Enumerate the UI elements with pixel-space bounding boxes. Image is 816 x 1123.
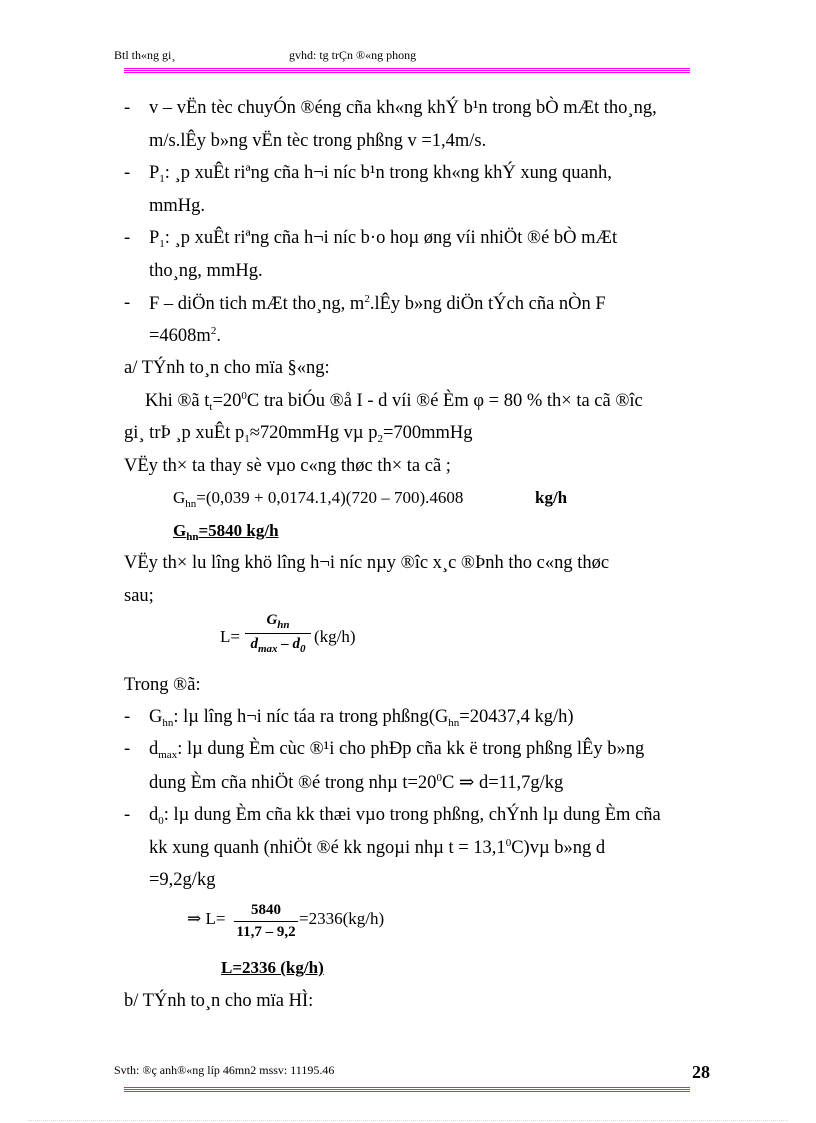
superscript: 2 [364,293,370,305]
equation-result-ghn [173,522,279,543]
equation-unit-text: kg/h [535,488,568,507]
text-line-content: : lµ lîng h¬i níc táa ra trong phßng(G [173,707,449,727]
denominator-symbol: – d [277,636,301,652]
subscript: t [209,401,213,413]
header-author: Btl th«ng gi¸ [114,48,176,62]
text-line-content: tho¸ng, mmHg. [149,261,263,281]
symbol-p: P [149,163,160,183]
text-line-content: kk xung quanh (nhiÖt ®é kk ngoµi nhµ t = 13,1 [149,838,506,858]
bullet-marker: - [124,707,131,727]
equation-symbol: G [173,488,186,507]
bullet-marker: - [124,98,131,118]
text-line-content: : ¸p xuÊt riªng cña h¬i níc b·o hoµ øng víi nhiÖt ®é bÒ mÆt [164,228,618,248]
fraction-numerator: 5840 [251,902,281,918]
header-rule [124,68,690,74]
text-line [124,424,473,445]
text-line [149,740,644,761]
text-line-content: =9,2g/kg [149,870,216,890]
fraction-lhs [220,628,240,645]
fraction-denominator [245,636,311,655]
text-line-content: F – diÖn tich mÆt tho¸ng, m [149,294,365,314]
text-line [149,326,221,346]
subscript: hn [185,498,197,510]
text-line-content: : ¸p xuÊt riªng cña h¬i níc b¹n trong kh«ng khÝ xung quanh, [164,163,612,183]
text-line [149,806,661,827]
text-line-content: Trong ®ã: [124,675,201,695]
fraction-denominator: 11,7 – 9,2 [236,924,296,940]
fraction-result [299,910,384,927]
subscript: hn [448,717,460,729]
symbol-p: P [149,228,160,248]
subscript: hn [277,619,290,631]
footer-rule [124,1087,690,1093]
text-line-content: =20 [212,391,242,411]
text-line [149,708,574,729]
bullet-marker: - [124,163,131,183]
fraction-bar [245,633,311,634]
bullet-marker: - [124,739,131,759]
text-line-content: v – vËn tèc chuyÓn ®éng cña kh«ng khÝ b¹n trong bÒ mÆt tho¸ng, [149,98,657,118]
superscript: 0 [241,390,247,402]
denominator-symbol: d [250,636,258,652]
text-line-content: sau; [124,586,154,606]
text-line [149,197,205,216]
symbol-d: d [149,805,159,825]
subscript: max [158,749,178,761]
fraction-bar [234,921,298,922]
fraction-unit [314,628,356,645]
text-line-content: . [216,326,221,346]
text-line [149,262,263,281]
text-line-content: VËy th× ta thay sè vµo c«ng thøc th× ta cã ; [124,456,451,476]
equation-unit [535,489,567,506]
text-line-content: m/s.lÊy b»ng vËn tèc trong phßng v =1,4m/s. [149,131,487,151]
section-heading-text: b/ TÝnh to¸n cho mïa HÌ: [124,991,314,1011]
text-line-content: ≈720mmHg vµ p [249,423,378,443]
page-number: 28 [692,1062,710,1082]
subscript: hn [162,717,174,729]
footer-text: Svth: ®ç anh®«ng líp 46mn2 mssv: 11195.46 [114,1063,335,1077]
subscript: 1 [159,238,165,250]
numerator-symbol: G [266,612,278,628]
text-line-content: VËy th× lu lîng khö lîng h¬i níc nµy ®îc x¸c ®Þnh tho c«ng thøc [124,553,610,573]
text-line-content: C)vµ b»ng d [511,838,606,858]
text-line-content: C tra biÓu ®å I - d víi ®é Èm φ = 80 % th× ta cã ®îc [246,391,643,411]
text-line [124,587,154,606]
subscript: 2 [377,433,383,445]
fraction-l-formula [245,612,311,655]
fraction-result-text: =2336(kg/h) [299,909,385,928]
text-line [145,391,643,413]
section-heading [124,992,313,1011]
text-line-content: mmHg. [149,196,206,216]
superscript: 2 [210,325,217,337]
equation-ghn [173,489,463,510]
equation-text: =(0,039 + 0,0174.1,4)(720 – 700).4608 [196,488,464,507]
bullet-marker: - [124,228,131,248]
section-heading-text: a/ TÝnh to¸n cho mïa §«ng: [124,358,330,378]
text-line-content: C ⇒ d=11,7g/kg [441,773,564,793]
fraction-lhs [187,910,225,927]
text-line-content: Khi ®ã t [145,391,210,411]
text-line-content: =700mmHg [382,423,473,443]
equation-symbol: G [173,521,187,540]
subscript: 1 [159,173,165,185]
result-text: L=2336 (kg/h) [221,958,324,977]
fraction-unit-text: (kg/h) [314,627,356,646]
subscript: 1 [244,433,250,445]
text-line-content: =20437,4 kg/h) [459,707,574,727]
superscript: 0 [436,772,442,784]
text-line [149,294,606,314]
superscript: 0 [505,837,512,849]
result-l [221,959,324,976]
text-line [149,229,617,250]
text-line [124,457,451,476]
fraction-lhs-text: L= [220,627,240,646]
text-line [149,773,563,793]
text-line-content: .lÊy b»ng diÖn tÝch cña nÒn F [369,294,606,314]
text-line [124,676,201,695]
text-line [149,838,605,858]
text-line-content: : lµ dung Èm cña kk thæi vµo trong phßng, chÝnh lµ dung Èm cña [163,805,661,825]
fraction-numerator [245,612,311,631]
text-line [149,871,215,890]
text-line-content: dung Èm cña nhiÖt ®é trong nhµ t=20 [149,773,437,793]
subscript: 0 [158,815,164,827]
text-line [149,164,690,185]
page-edge-divider [28,1120,788,1121]
text-line-content: gi¸ trÞ ¸p xuÊt p [124,423,245,443]
bullet-marker: - [124,293,131,313]
fraction-l-value [234,902,298,941]
header-advisor: gvhd: tg trÇn ®«ng phong [289,48,417,62]
subscript: max [257,643,278,655]
fraction-lhs-text: ⇒ L= [187,909,226,928]
subscript: hn [186,531,199,543]
equation-text: =5840 kg/h [198,521,279,540]
text-line [149,99,690,118]
symbol-d: d [149,739,159,759]
text-line-content: =4608m [149,326,211,346]
text-line [124,554,690,573]
section-heading [124,359,330,378]
text-line-content: : lµ dung Èm cùc ®¹i cho phÐp cña kk ë trong phßng lÊy b»ng [177,739,645,759]
symbol-g: G [149,707,163,727]
text-line [149,132,486,151]
bullet-marker: - [124,805,131,825]
subscript: 0 [300,643,306,655]
